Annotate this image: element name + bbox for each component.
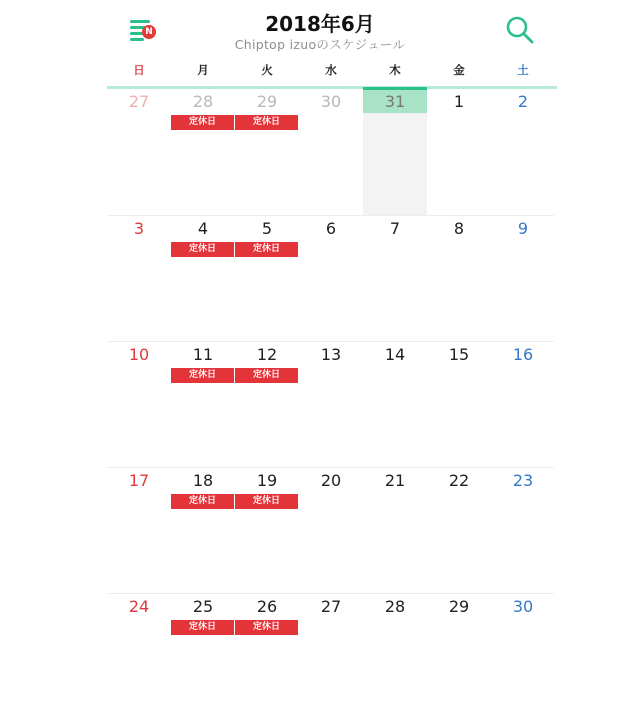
weekday-label: 日 — [133, 63, 145, 77]
day-number: 3 — [133, 219, 145, 238]
week-row — [107, 215, 554, 342]
day-number: 26 — [256, 597, 278, 616]
weekday-header — [107, 62, 554, 84]
day-cell[interactable] — [235, 216, 299, 342]
day-number: 28 — [192, 92, 214, 111]
weekday-label: 土 — [517, 63, 529, 77]
day-cell[interactable] — [299, 342, 363, 468]
day-cell[interactable] — [235, 594, 299, 720]
notification-badge: N — [142, 25, 156, 39]
event-closed-day[interactable]: 定休日 — [235, 115, 298, 130]
day-number: 27 — [320, 597, 342, 616]
day-number: 30 — [512, 597, 534, 616]
weekday-label: 月 — [197, 63, 209, 77]
day-cell[interactable] — [299, 594, 363, 720]
event-closed-day[interactable]: 定休日 — [235, 620, 298, 635]
day-number: 19 — [256, 471, 278, 490]
day-cell[interactable] — [171, 89, 235, 215]
day-cell[interactable] — [107, 342, 171, 468]
day-number: 22 — [448, 471, 470, 490]
week-row — [107, 467, 554, 594]
day-number: 9 — [517, 219, 529, 238]
day-cell[interactable] — [299, 89, 363, 215]
day-cell[interactable] — [427, 468, 491, 594]
day-cell[interactable] — [427, 342, 491, 468]
weekday-label: 金 — [453, 63, 465, 77]
day-number: 16 — [512, 345, 534, 364]
day-number: 23 — [512, 471, 534, 490]
day-number: 29 — [256, 92, 278, 111]
event-closed-day[interactable]: 定休日 — [235, 494, 298, 509]
event-closed-day[interactable]: 定休日 — [171, 620, 234, 635]
day-cell[interactable] — [363, 342, 427, 468]
event-closed-day[interactable]: 定休日 — [235, 242, 298, 257]
event-closed-day[interactable]: 定休日 — [171, 368, 234, 383]
day-cell[interactable] — [491, 594, 555, 720]
day-number: 27 — [128, 92, 150, 111]
day-cell[interactable] — [235, 468, 299, 594]
day-number: 11 — [192, 345, 214, 364]
event-closed-day[interactable]: 定休日 — [171, 494, 234, 509]
search-icon-graphic — [504, 14, 536, 46]
day-number: 14 — [384, 345, 406, 364]
day-number: 12 — [256, 345, 278, 364]
day-cell[interactable] — [491, 342, 555, 468]
day-number: 29 — [448, 597, 470, 616]
day-number: 6 — [325, 219, 337, 238]
event-closed-day[interactable]: 定休日 — [171, 242, 234, 257]
day-cell[interactable] — [171, 216, 235, 342]
weekday-label: 水 — [325, 63, 337, 77]
week-row — [107, 341, 554, 468]
day-cell[interactable] — [363, 216, 427, 342]
week-row — [107, 89, 554, 215]
day-cell[interactable] — [363, 468, 427, 594]
app-header — [0, 0, 640, 56]
day-cell[interactable] — [107, 89, 171, 215]
day-cell[interactable] — [235, 89, 299, 215]
day-number: 15 — [448, 345, 470, 364]
day-number: 28 — [384, 597, 406, 616]
day-number: 4 — [197, 219, 209, 238]
day-number: 5 — [261, 219, 273, 238]
day-cell[interactable] — [107, 468, 171, 594]
weekday-label: 木 — [389, 63, 401, 77]
event-closed-day[interactable]: 定休日 — [171, 115, 234, 130]
week-row — [107, 593, 554, 720]
day-number: 25 — [192, 597, 214, 616]
day-number: 10 — [128, 345, 150, 364]
day-cell[interactable] — [491, 89, 555, 215]
day-cell[interactable] — [491, 468, 555, 594]
day-number: 13 — [320, 345, 342, 364]
day-cell[interactable] — [427, 594, 491, 720]
day-cell[interactable] — [171, 342, 235, 468]
day-number: 8 — [453, 219, 465, 238]
weekday-label: 火 — [261, 63, 273, 77]
day-number: 20 — [320, 471, 342, 490]
day-number: 1 — [453, 92, 465, 111]
calendar-grid — [107, 89, 554, 649]
day-cell[interactable] — [299, 216, 363, 342]
day-number: 2 — [517, 92, 529, 111]
day-cell[interactable] — [427, 216, 491, 342]
day-number: 17 — [128, 471, 150, 490]
day-number: 7 — [389, 219, 401, 238]
day-number: 24 — [128, 597, 150, 616]
day-cell[interactable] — [171, 594, 235, 720]
day-cell[interactable] — [491, 216, 555, 342]
day-cell-today[interactable] — [363, 89, 427, 215]
day-number: 30 — [320, 92, 342, 111]
day-number: 18 — [192, 471, 214, 490]
day-cell[interactable] — [235, 342, 299, 468]
day-number: 31 — [384, 92, 406, 111]
day-cell[interactable] — [299, 468, 363, 594]
day-cell[interactable] — [171, 468, 235, 594]
day-cell[interactable] — [107, 594, 171, 720]
day-cell[interactable] — [107, 216, 171, 342]
calendar-owner-subtitle: Chiptop izuoのスケジュール — [234, 37, 406, 52]
day-cell[interactable] — [363, 594, 427, 720]
day-cell[interactable] — [427, 89, 491, 215]
month-title[interactable]: 2018年6月 — [265, 12, 375, 36]
event-closed-day[interactable]: 定休日 — [235, 368, 298, 383]
search-icon[interactable] — [504, 14, 536, 46]
day-number: 21 — [384, 471, 406, 490]
